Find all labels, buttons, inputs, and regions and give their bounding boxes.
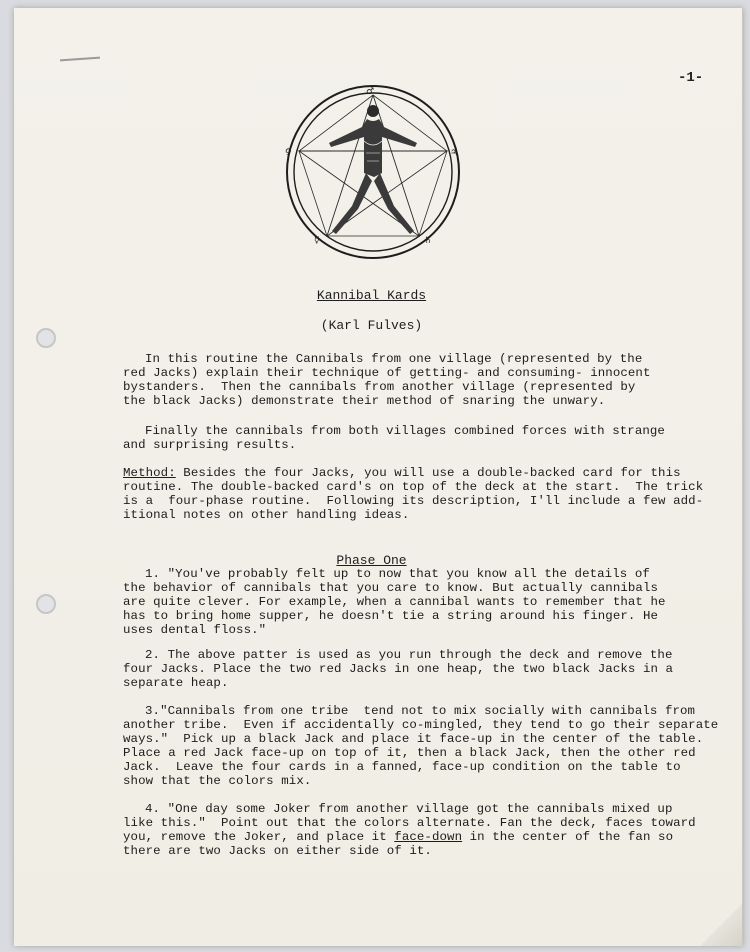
document-page <box>14 8 743 946</box>
method-text: Besides the four Jacks, you will use a double-backed card for this <box>175 466 681 480</box>
p4-line: like this." Point out that the colors alternate. Fan the deck, faces toward <box>123 816 696 830</box>
vitruvian-pentagram-icon <box>282 81 464 263</box>
p4-text: you, remove the Joker, and place it <box>123 830 395 844</box>
method-line: routine. The double-backed card's on top of the deck at the start. The trick <box>123 480 704 494</box>
intro-line: In this routine the Cannibals from one village (represented by the <box>145 352 643 366</box>
p4-line: there are two Jacks on either side of it. <box>123 844 432 858</box>
p4-line: 4. "One day some Joker from another village got the cannibals mixed up <box>145 802 673 816</box>
svg-text:♄: ♄ <box>424 236 433 246</box>
intro2-line: and surprising results. <box>123 438 297 452</box>
face-down-emphasis: face-down <box>394 830 463 844</box>
p3-line: show that the colors mix. <box>123 774 312 788</box>
pencil-mark <box>60 57 100 62</box>
svg-text:♃: ♃ <box>450 148 459 158</box>
svg-text:♀: ♀ <box>285 148 292 158</box>
method-label: Method: <box>123 466 176 480</box>
method-line: itional notes on other handling ideas. <box>123 508 410 522</box>
page-title: Kannibal Kards <box>316 288 427 303</box>
p3-line: Jack. Leave the four cards in a fanned, face-up condition on the table to <box>123 760 681 774</box>
p3-line: 3."Cannibals from one tribe tend not to mix socially with cannibals from <box>145 704 696 718</box>
p1-line: are quite clever. For example, when a cannibal wants to remember that he <box>123 595 666 609</box>
p2-line: four Jacks. Place the two red Jacks in one heap, the two black Jacks in a <box>123 662 674 676</box>
intro-line: bystanders. Then the cannibals from another village (represented by <box>123 380 636 394</box>
page-corner-curl <box>700 904 742 946</box>
method-line <box>123 466 681 480</box>
p4-text: in the center of the fan so <box>462 830 674 844</box>
p2-line: separate heap. <box>123 676 229 690</box>
phase-heading: Phase One <box>336 553 407 568</box>
p4-line <box>123 830 673 844</box>
p3-line: another tribe. Even if accidentally co-mingled, they tend to go their separate <box>123 718 719 732</box>
p3-line: Place a red Jack face-up on top of it, then a black Jack, then the other red <box>123 746 696 760</box>
intro2-line: Finally the cannibals from both villages combined forces with strange <box>145 424 665 438</box>
p1-line: 1. "You've probably felt up to now that you know all the details of <box>145 567 650 581</box>
page-number: -1- <box>678 70 704 86</box>
svg-text:♂: ♂ <box>366 87 375 97</box>
p1-line: uses dental floss." <box>123 623 267 637</box>
p1-line: the behavior of cannibals that you care to know. But actually cannibals <box>123 581 659 595</box>
svg-text:☿: ☿ <box>314 236 320 246</box>
method-line: is a four-phase routine. Following its description, I'll include a few add- <box>123 494 704 508</box>
punch-hole <box>36 594 56 614</box>
p2-line: 2. The above patter is used as you run through the deck and remove the <box>145 648 673 662</box>
p3-line: ways." Pick up a black Jack and place it face-up in the center of the table. <box>123 732 704 746</box>
intro-line: red Jacks) explain their technique of getting- and consuming- innocent <box>123 366 651 380</box>
p1-line: has to bring home supper, he doesn't tie a string around his finger. He <box>123 609 659 623</box>
intro-line: the black Jacks) demonstrate their method of snaring the unwary. <box>123 394 606 408</box>
author: (Karl Fulves) <box>320 318 423 333</box>
